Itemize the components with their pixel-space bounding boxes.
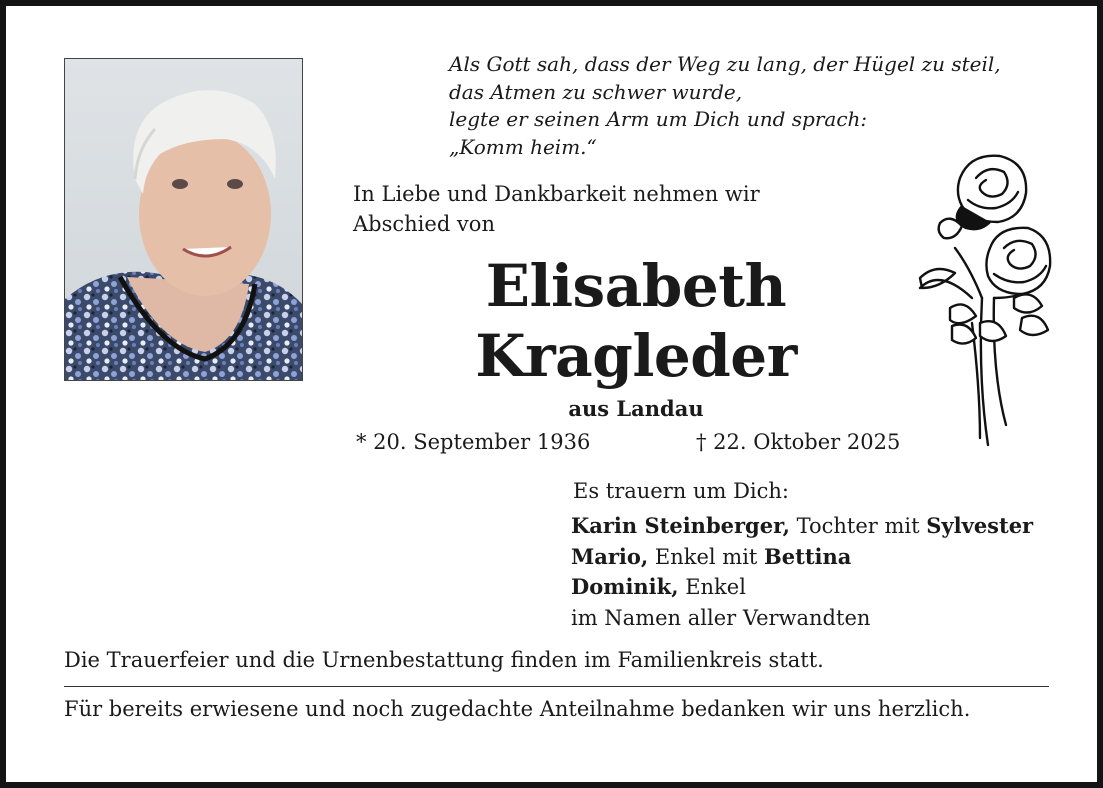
mourner-relation: Enkel mit — [648, 544, 765, 569]
origin: aus Landau — [568, 396, 704, 421]
mourner-relation: Enkel — [678, 575, 746, 599]
mourner-name: Mario, — [571, 543, 649, 569]
verse-line: Als Gott sah, dass der Weg zu lang, der Hügel zu steil, — [449, 52, 1001, 76]
last-name: Kragleder — [475, 322, 797, 390]
mourners-list — [571, 511, 1033, 633]
verse-line: legte er seinen Arm um Dich und sprach: — [449, 107, 868, 131]
mourner-name: Sylvester — [926, 513, 1034, 538]
thanks-notice: Für bereits erwiesene und noch zugedachte Anteilnahme bedanken wir uns herzlich. — [64, 697, 971, 721]
mourner-name: Karin Steinberger, — [571, 513, 790, 538]
mourner-name: Bettina — [764, 543, 852, 569]
verse — [449, 51, 1069, 161]
first-name: Elisabeth — [485, 252, 787, 320]
intro-line: Abschied von — [353, 212, 495, 236]
portrait-photo — [64, 58, 303, 381]
mourners-heading: Es trauern um Dich: — [573, 479, 789, 503]
mourner-line — [571, 603, 1033, 634]
death-date: † 22. Oktober 2025 — [696, 430, 901, 454]
verse-line: „Komm heim.“ — [449, 134, 597, 159]
verse-line: das Atmen zu schwer wurde, — [449, 79, 743, 104]
birth-date: * 20. September 1936 — [356, 430, 591, 454]
mourner-line — [571, 511, 1033, 542]
mourner-relation: im Namen aller Verwandten — [571, 605, 871, 630]
mourner-line — [571, 542, 1033, 573]
service-notice: Die Trauerfeier und die Urnenbestattung finden im Familienkreis statt. — [64, 648, 824, 672]
intro-text — [353, 179, 760, 239]
mourner-line — [571, 572, 1033, 603]
mourner-name: Dominik, — [571, 574, 679, 599]
intro-line: In Liebe und Dankbarkeit nehmen wir — [353, 182, 760, 206]
rose-icon — [910, 148, 1060, 453]
portrait-image — [65, 59, 302, 380]
divider — [64, 686, 1049, 687]
mourner-relation: Tochter mit — [789, 514, 927, 538]
